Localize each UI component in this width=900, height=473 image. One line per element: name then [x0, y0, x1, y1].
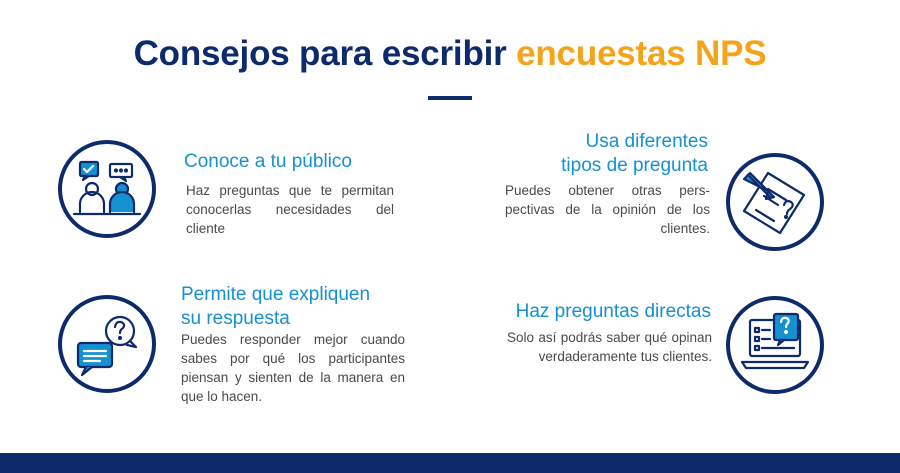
- page-title: [0, 34, 900, 74]
- tip-heading-question-types: Usa diferentes tipos de pregunta: [561, 131, 708, 176]
- tip-body-question-types: Puedes obtener otras pers-pectivas de la opinión de los clientes.: [505, 183, 710, 236]
- tip-heading-direct-questions: Haz preguntas directas: [515, 301, 711, 322]
- meeting-people-icon: [58, 140, 156, 238]
- laptop-question-icon: [726, 296, 824, 394]
- tip-body-explain-answer: Puedes responder mejor cuando sabes por qué los participantes piensan y sienten de la manera en que lo hacen.: [181, 332, 405, 404]
- tip-body-direct-questions: Solo así podrás saber qué opinan verdaderamente tus clientes.: [507, 330, 712, 364]
- speech-bubbles-icon: [58, 295, 156, 393]
- title-accent: encuestas NPS: [516, 34, 767, 73]
- title-main: Consejos para escribir: [133, 34, 507, 73]
- footer-bar: [0, 453, 900, 473]
- title-underline: [428, 96, 472, 100]
- tip-body-know-audience: Haz preguntas que te permitan conocerlas necesidades del cliente: [186, 183, 394, 236]
- tip-heading-know-audience: Conoce a tu público: [184, 151, 352, 172]
- tip-heading-explain-answer: Permite que expliquen su respuesta: [181, 284, 371, 329]
- document-pencil-icon: [726, 153, 824, 251]
